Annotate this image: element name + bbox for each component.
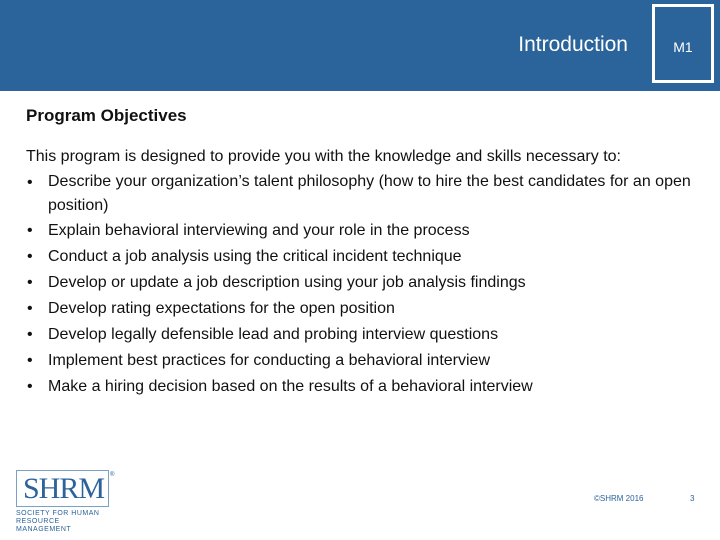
header-bar <box>0 0 720 91</box>
objective-item <box>26 218 716 244</box>
objective-item <box>26 244 716 270</box>
objective-item <box>26 270 716 296</box>
objective-item <box>26 296 716 322</box>
content-body <box>26 144 716 400</box>
bullet-icon: • <box>27 174 33 191</box>
bullet-icon: • <box>27 274 33 291</box>
bullet-icon: • <box>27 352 33 369</box>
bullet-icon: • <box>27 378 33 395</box>
header-title: Introduction <box>518 33 628 56</box>
shrm-logo <box>16 470 116 533</box>
bullet-icon: • <box>27 248 33 265</box>
logo-letters: SHRM <box>22 472 105 505</box>
objective-text: Develop legally defensible lead and probing interview questions <box>48 326 499 343</box>
module-label: M1 <box>673 39 693 55</box>
logo-box <box>16 470 109 507</box>
objectives-list <box>26 170 716 400</box>
objective-item <box>26 348 716 374</box>
objective-text: Develop rating expectations for the open position <box>48 300 395 317</box>
intro-text: This program is designed to provide you with the knowledge and skills necessary to: <box>26 148 621 165</box>
logo-registered-mark: ® <box>110 472 115 478</box>
footer-copyright: ©SHRM 2016 <box>594 494 644 503</box>
objective-item <box>26 322 716 348</box>
objective-text: Implement best practices for conducting a behavioral interview <box>48 352 490 369</box>
objective-text: Make a hiring decision based on the results of a behavioral interview <box>48 378 533 395</box>
page-number: 3 <box>690 494 695 503</box>
bullet-icon: • <box>27 222 33 239</box>
objective-text: Develop or update a job description using your job analysis findings <box>48 274 526 291</box>
objective-text: Conduct a job analysis using the critical incident technique <box>48 248 462 265</box>
objective-item <box>26 374 716 400</box>
objective-text: Describe your organization’s talent philosophy (how to hire the best candidates for an open position) <box>48 173 691 214</box>
module-badge <box>652 4 714 83</box>
objective-text: Explain behavioral interviewing and your role in the process <box>48 222 470 239</box>
section-title: Program Objectives <box>26 106 187 125</box>
objective-item <box>26 170 716 218</box>
logo-org-name: SOCIETY FOR HUMAN RESOURCE MANAGEMENT <box>16 510 100 533</box>
bullet-icon: • <box>27 326 33 343</box>
bullet-icon: • <box>27 300 33 317</box>
